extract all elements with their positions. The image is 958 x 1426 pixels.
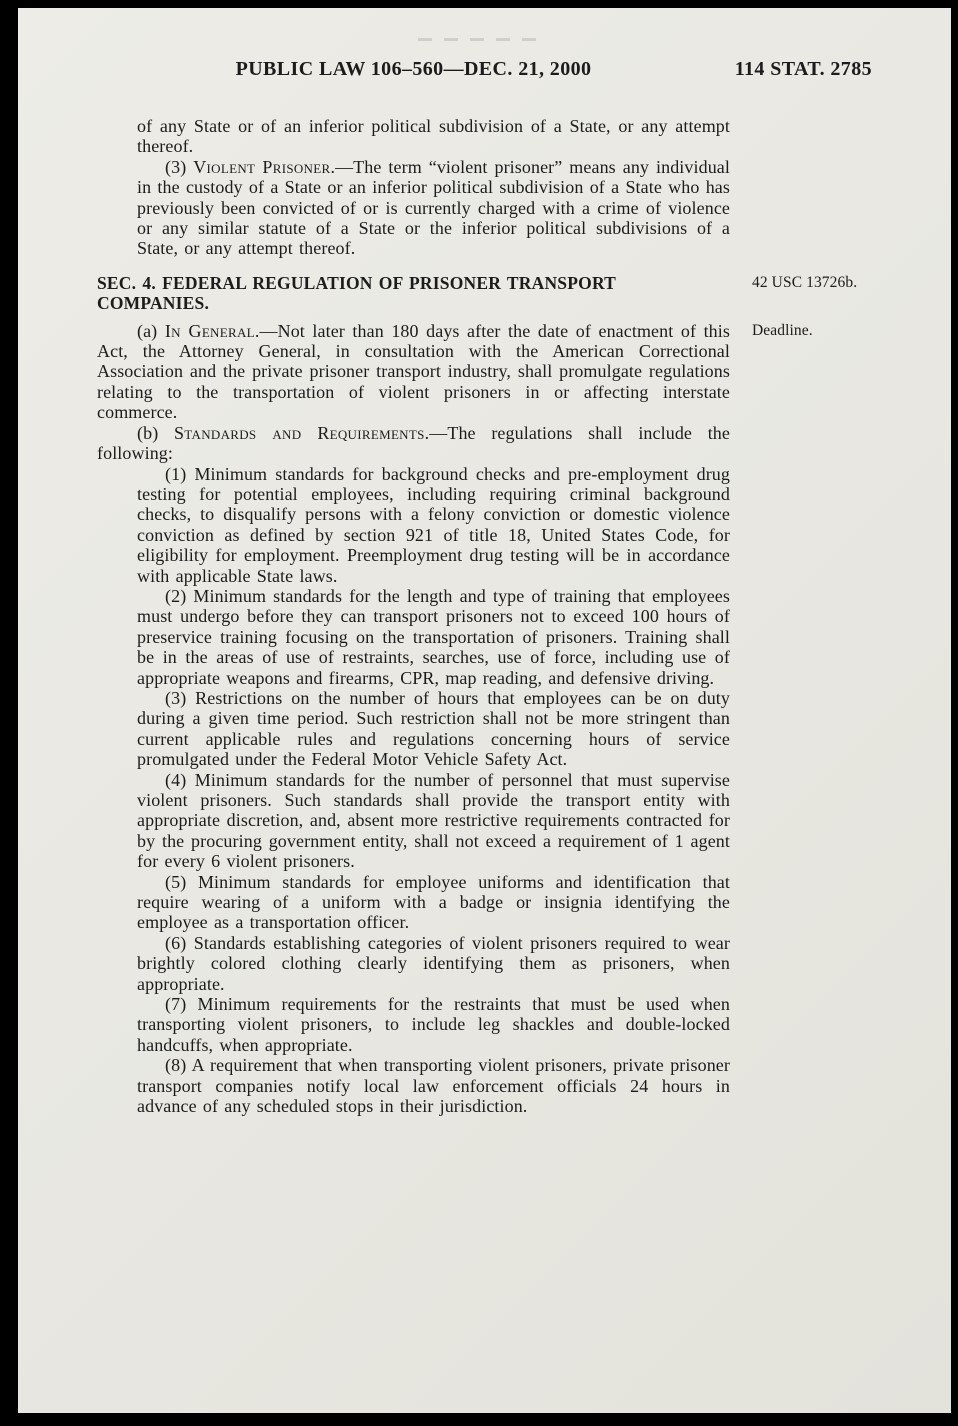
para-subsection-a <box>97 320 813 423</box>
section-heading-text: SEC. 4. FEDERAL REGULATION OF PRISONER TRANSPORT COMPANIES. <box>97 272 616 314</box>
para-item-2: (2) Minimum standards for the length and type of training that employees must undergo before they can transport prisoners not to exceed 100 hours of preservice training focusing on the transportation of prisoners. Training shall be in the areas of use of restraints, searches, use of force, including use of appropriate weapons and firearms, CPR, map reading, and defensive driving. <box>137 585 730 688</box>
page-header <box>97 58 872 82</box>
defined-term: Standards and Requirements <box>174 422 425 443</box>
paragraph-text: .—Not later than 180 days after the date of enactment of this Act, the Attorney General, in consultation with the American Correctional Association and the private prisoner transport industry, shall promulgate regulations relating to the transportation of violent prisoners in or affecting interstate commerce. <box>97 320 730 423</box>
para-item-4: (4) Minimum standards for the number of personnel that must supervise violent prisoners. Such standards shall provide the transport entity with appropriate discretion, and, absent more restrictive requirements contracted for by the procuring government entity, shall not exceed a requirement of 1 agent for every 6 violent prisoners. <box>137 769 730 872</box>
page-content <box>18 8 872 1117</box>
stat-page-number: 114 STAT. 2785 <box>734 58 872 80</box>
section-4-heading <box>97 272 858 314</box>
margin-note-usc: 42 USC 13726b. <box>752 273 858 291</box>
paragraph-text: .—The regulations shall include the following: <box>97 422 730 464</box>
para-continuation: of any State or of an inferior political subdivision of a State, or any attempt thereof. <box>137 116 730 157</box>
page <box>18 8 951 1413</box>
para-subsection-b <box>97 423 730 464</box>
para-violent-prisoner-definition <box>137 157 730 259</box>
para-item-7: (7) Minimum requirements for the restraints that must be used when transporting violent prisoners, to include leg shackles and double-locked handcuffs, when appropriate. <box>137 994 730 1055</box>
para-item-1: (1) Minimum standards for background checks and pre-employment drug testing for potential employees, including requiring criminal background checks, to disqualify persons with a felony conviction or domestic violence conviction as defined by section 921 of title 18, United States Code, for eligibility for employment. Preemployment drug testing will be in accordance with applicable State laws. <box>137 463 730 586</box>
para-item-6: (6) Standards establishing categories of violent prisoners required to wear brightly colored clothing clearly identifying them as prisoners, when appropriate. <box>137 932 730 994</box>
paragraph-number: (b) <box>137 422 174 443</box>
law-title: PUBLIC LAW 106–560—DEC. 21, 2000 <box>235 58 592 80</box>
paragraph-number: (a) <box>137 320 165 341</box>
para-item-5: (5) Minimum standards for employee uniforms and identification that require wearing of a uniform with a badge or insignia identifying the employee as a transportation officer. <box>137 871 730 933</box>
paragraph-text: .—The term “violent prisoner” means any individual in the custody of a State or an inferior political subdivision of a State who has previously been convicted of or is currently charged with a crime of violence or any similar statute of a State or the inferior political subdivisions of a State, or any attempt thereof. <box>137 156 730 259</box>
paragraph-number: (3) <box>165 156 194 177</box>
defined-term: Violent Prisoner <box>193 156 331 177</box>
para-item-3: (3) Restrictions on the number of hours that employees can be on duty during a given time period. Such restriction shall not be more stringent than current applicable rules and regulations concerning hours of service promulgated under the Federal Motor Vehicle Safety Act. <box>137 687 730 770</box>
margin-note-deadline: Deadline. <box>752 321 813 339</box>
body-text <box>97 116 858 1117</box>
defined-term: In General <box>164 320 255 341</box>
para-item-8: (8) A requirement that when transporting violent prisoners, private prisoner transport companies notify local law enforcement officials 24 hours in advance of any scheduled stops in their jurisdiction. <box>137 1055 730 1117</box>
